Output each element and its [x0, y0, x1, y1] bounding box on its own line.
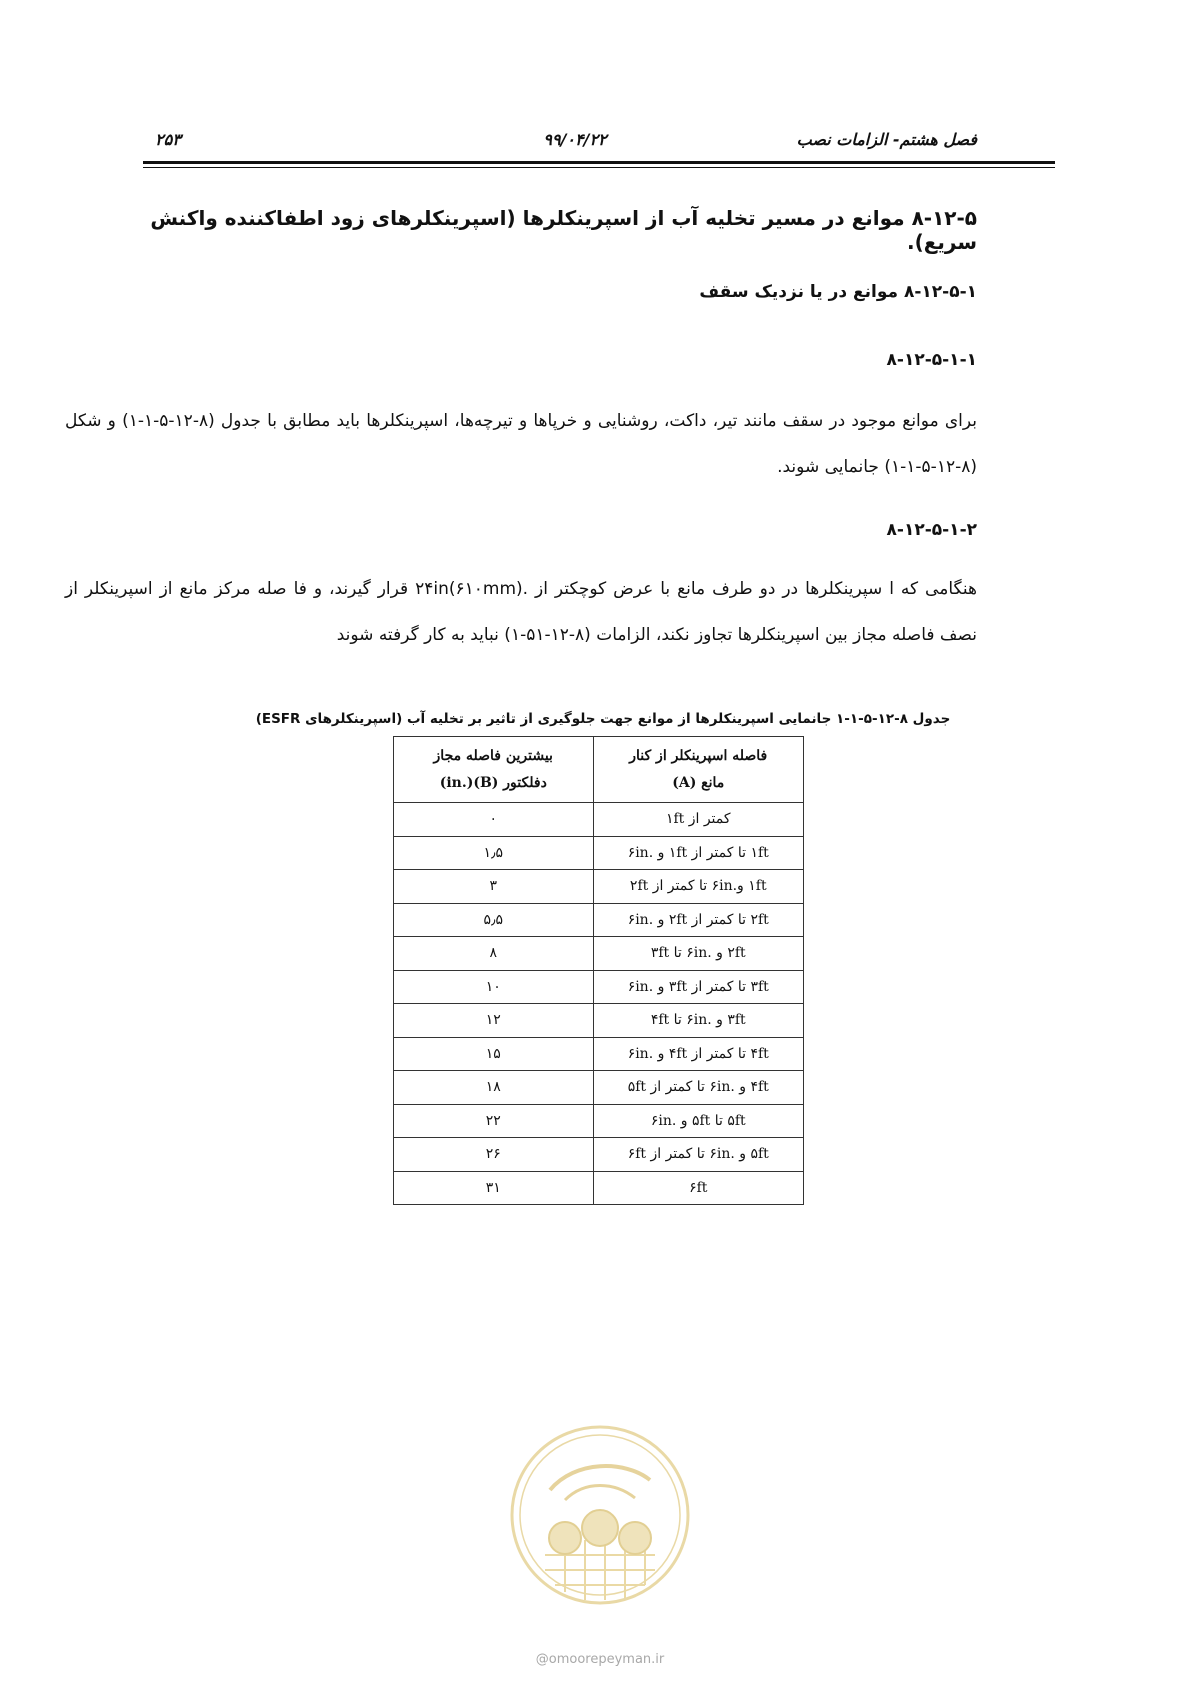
table-row	[394, 870, 804, 904]
cell-max: ۱۲	[394, 1004, 594, 1038]
cell-max: ۱۰	[394, 970, 594, 1004]
header-max-distance	[394, 737, 594, 803]
cell-distance: ۱ft و.۶in تا کمتر از ۲ft	[593, 870, 803, 904]
header-rule-thick	[143, 161, 1055, 164]
table-row	[394, 1138, 804, 1172]
header-rule-thin	[143, 167, 1055, 168]
cell-max: ۳۱	[394, 1171, 594, 1205]
table-caption: جدول ۸-۱۲-۵-۱-۱ جانمایی اسپرینکلرها از موانع جهت جلوگیری از تاثیر بر تخلیه آب (اسپرینکلرهای ESFR)	[255, 711, 951, 727]
clearance-table	[393, 736, 804, 1205]
clause-2-number: ۸-۱۲-۵-۱-۲	[886, 520, 977, 540]
cell-distance: ۳ft و .۶in تا ۴ft	[593, 1004, 803, 1038]
header-max-line2: دفلکتور (B)(.in)	[439, 774, 547, 791]
cell-distance: ۶ft	[593, 1171, 803, 1205]
cell-distance: ۵ft و .۶in تا کمتر از ۶ft	[593, 1138, 803, 1172]
table-row	[394, 1037, 804, 1071]
table-row	[394, 903, 804, 937]
header-max-line1: بیشترین فاصله مجاز	[433, 747, 553, 764]
cell-max: ۱٫۵	[394, 836, 594, 870]
table-row	[394, 1104, 804, 1138]
cell-max: ۱۵	[394, 1037, 594, 1071]
table-row	[394, 1004, 804, 1038]
header-distance-line1: فاصله اسپرینکلر از کنار	[629, 747, 768, 764]
cell-max: ۲۶	[394, 1138, 594, 1172]
table-row	[394, 1171, 804, 1205]
cell-max: ۱۸	[394, 1071, 594, 1105]
header-distance	[593, 737, 803, 803]
cell-distance: ۴ft و .۶in تا کمتر از ۵ft	[593, 1071, 803, 1105]
cell-max: ۳	[394, 870, 594, 904]
cell-distance: ۴ft تا کمتر از ۴ft و .۶in	[593, 1037, 803, 1071]
cell-distance: کمتر از ۱ft	[593, 803, 803, 837]
table-row	[394, 803, 804, 837]
cell-max: ۵٫۵	[394, 903, 594, 937]
clause-1-number: ۸-۱۲-۵-۱-۱	[886, 350, 977, 370]
section-subheading: ۸-۱۲-۵-۱ موانع در یا نزدیک سقف	[699, 282, 977, 302]
cell-distance: ۱ft تا کمتر از ۱ft و .۶in	[593, 836, 803, 870]
watermark-logo-icon	[505, 1420, 695, 1610]
chapter-title: فصل هشتم- الزامات نصب	[796, 130, 977, 149]
cell-distance: ۵ft تا ۵ft و .۶in	[593, 1104, 803, 1138]
clause-2-text: هنگامی که ا سپرینکلرها در دو طرف مانع با عرض کوچکتر از .۲۴in(۶۱۰mm) قرار گیرند، و فا صله مرکز مانع از اسپرینکلر از نصف فاصله مجاز بین اسپرینکلرها تجاوز نکند، الزامات (۸-۱۲-۵۱-۱) نباید به کار گرفته شوند	[65, 579, 977, 645]
page-number: ۲۵۳	[155, 130, 181, 149]
cell-max: ۸	[394, 937, 594, 971]
section-heading: ۸-۱۲-۵ موانع در مسیر تخلیه آب از اسپرینکلرها (اسپرینکلرهای زود اطفاکننده واکنش سریع).	[150, 206, 977, 254]
header-date: ۹۹/۰۴/۲۲	[543, 130, 607, 149]
clause-1-text: برای موانع موجود در سقف مانند تیر، داکت، روشنایی و خرپاها و تیرچه‌ها، اسپرینکلرها باید مطابق با جدول (۸-۱۲-۵-۱-۱) و شکل (۸-۱۲-۵-۱-۱) جانمایی شوند.	[65, 411, 977, 477]
cell-distance: ۳ft تا کمتر از ۳ft و .۶in	[593, 970, 803, 1004]
cell-distance: ۲ft و .۶in تا ۳ft	[593, 937, 803, 971]
cell-distance: ۲ft تا کمتر از ۲ft و .۶in	[593, 903, 803, 937]
table-header-row	[394, 737, 804, 803]
table-row	[394, 836, 804, 870]
table-row	[394, 937, 804, 971]
cell-max: ۲۲	[394, 1104, 594, 1138]
table-row	[394, 970, 804, 1004]
table-row	[394, 1071, 804, 1105]
header-distance-line2: مانع (A)	[672, 774, 725, 791]
cell-max: ۰	[394, 803, 594, 837]
watermark-url: @omoorepeyman.ir	[535, 1652, 665, 1667]
